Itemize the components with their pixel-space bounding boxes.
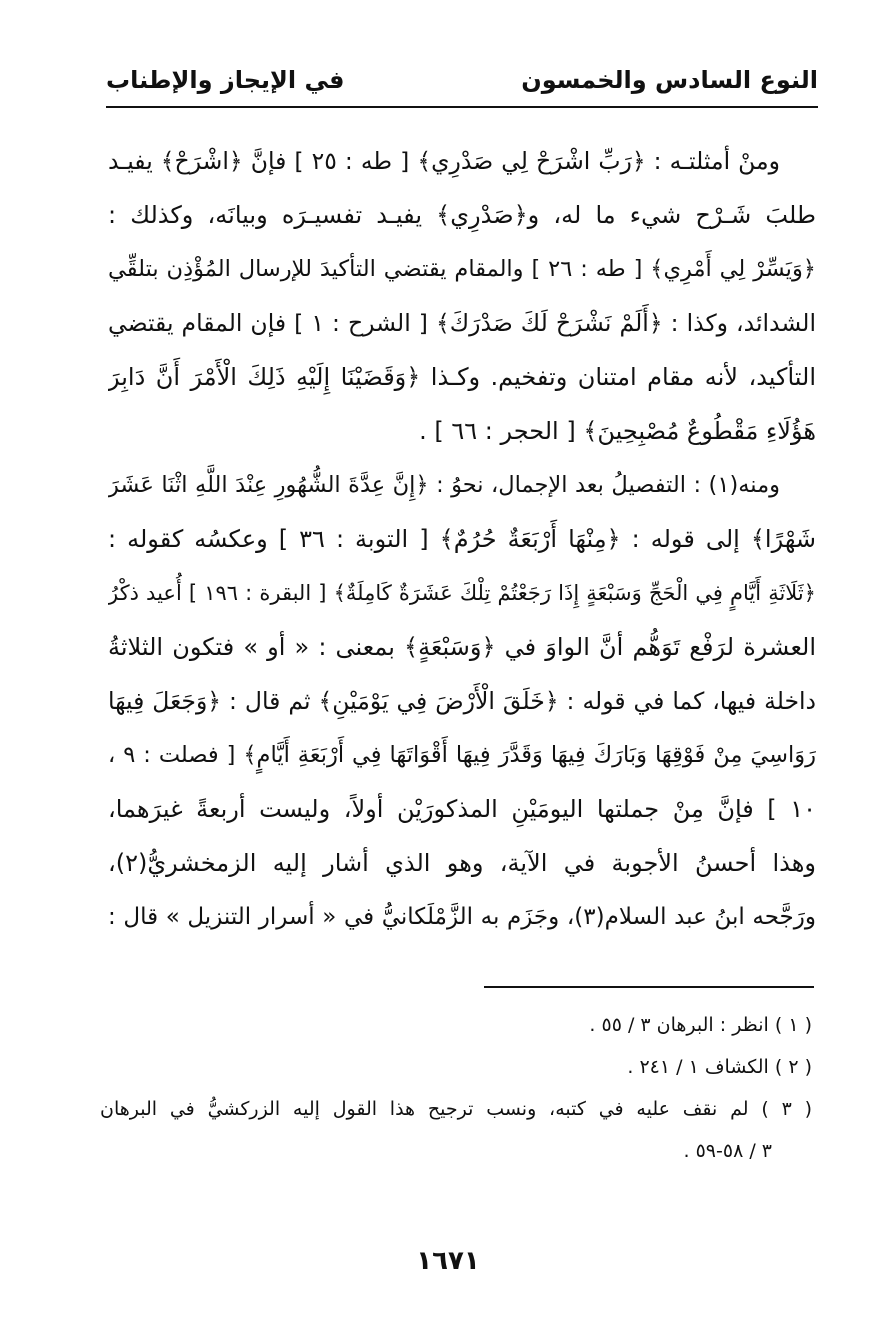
footnote-2: ( ٢ ) الكشاف ١ / ٢٤١ . [627, 1056, 812, 1078]
text-line: الشدائد، وكذا : ﴿أَلَمْ نَشْرَحْ لَكَ صَدْرَكَ﴾ [ الشرح : ١ ] فإن المقام يقتضي [108, 309, 816, 337]
text-line: هَؤُلَاءِ مَقْطُوعٌ مُصْبِحِينَ﴾ [ الحجر : ٦٦ ] . [419, 417, 816, 445]
header-section-title: في الإيجاز والإطناب [106, 66, 345, 94]
text-line: ﴿وَيَسِّرْ لِي أَمْرِي﴾ [ طه : ٢٦ ] والمقام يقتضي التأكيدَ للإرسال المُؤْذِن بتلقِّي [108, 256, 816, 282]
text-line: ١٠ ] فإنَّ مِنْ جملتها اليومَيْنِ المذكورَيْن أولاً، وليست أربعةً غيرَهما، [108, 795, 816, 823]
text-line: العشرة لرَفْع تَوَهُّم أنَّ الواوَ في ﴿وَسَبْعَةٍ﴾ بمعنى : « أو » فتكون الثلاثةُ [108, 633, 816, 661]
footnote-3: ( ٣ ) لم نقف عليه في كتبه، ونسب ترجيح هذا القول إليه الزركشيُّ في البرهان [100, 1098, 812, 1120]
text-line: طلبَ شَـرْح شيء ما له، و﴿صَدْرِي﴾ يفيـد تفسيـرَه وبيانَه، وكذلك : [108, 201, 816, 229]
footnotes [100, 1004, 812, 1172]
text-line: ومنه(١) : التفصيلُ بعد الإجمال، نحوُ : ﴿إِنَّ عِدَّةَ الشُّهُورِ عِنْدَ اللَّهِ اثْنَا عَشَرَ [108, 472, 780, 498]
header-divider [106, 106, 818, 108]
footnote-divider [484, 986, 814, 988]
footnote-1: ( ١ ) انظر : البرهان ٣ / ٥٥ . [589, 1014, 812, 1036]
text-line: رَوَاسِيَ مِنْ فَوْقِهَا وَبَارَكَ فِيهَا وَقَدَّرَ فِيهَا أَقْوَاتَهَا فِي أَرْبَعَةِ أَيَّامٍ﴾ [ فصلت : ٩ ، [108, 742, 816, 768]
text-line: داخلة فيها، كما في قوله : ﴿خَلَقَ الْأَرْضَ فِي يَوْمَيْنِ﴾ ثم قال : ﴿وَجَعَلَ فِيهَا [108, 687, 816, 715]
running-header [106, 60, 818, 104]
text-line: ومنْ أمثلتـه : ﴿رَبِّ اشْرَحْ لِي صَدْرِي﴾ [ طه : ٢٥ ] فإنَّ ﴿اشْرَحْ﴾ يفيـد [108, 147, 780, 175]
footnote-3-continued: ٣ / ٥٨-٥٩ . [683, 1140, 772, 1162]
text-line: ورَجَّحه ابنُ عبد السلام(٣)، وجَزَم به الزَّمْلَكانيُّ في « أسرار التنزيل » قال : [108, 904, 816, 930]
text-line: ﴿ثَلَاثَةِ أَيَّامٍ فِي الْحَجِّ وَسَبْعَةٍ إِذَا رَجَعْتُمْ تِلْكَ عَشَرَةٌ كَامِلَةٌ﴾ [ البقرة : ١٩٦ ] أُعيد ذكْرُ [108, 581, 816, 605]
text-line: وهذا أحسنُ الأجوبة في الآية، وهو الذي أشار إليه الزمخشريُّ(٢)، [108, 849, 816, 877]
page-number: ١٦٧١ [416, 1246, 480, 1276]
text-line: شَهْرًا﴾ إلى قوله : ﴿مِنْهَا أَرْبَعَةٌ حُرُمٌ﴾ [ التوبة : ٣٦ ] وعكسُه كقوله : [108, 525, 816, 553]
main-text [108, 134, 816, 944]
header-chapter-title: النوع السادس والخمسون [521, 66, 818, 94]
text-line: التأكيد، لأنه مقام امتنان وتفخيم. وكـذا ﴿وَقَضَيْنَا إِلَيْهِ ذَلِكَ الْأَمْرَ أَنَّ دَابِرَ [108, 363, 816, 391]
